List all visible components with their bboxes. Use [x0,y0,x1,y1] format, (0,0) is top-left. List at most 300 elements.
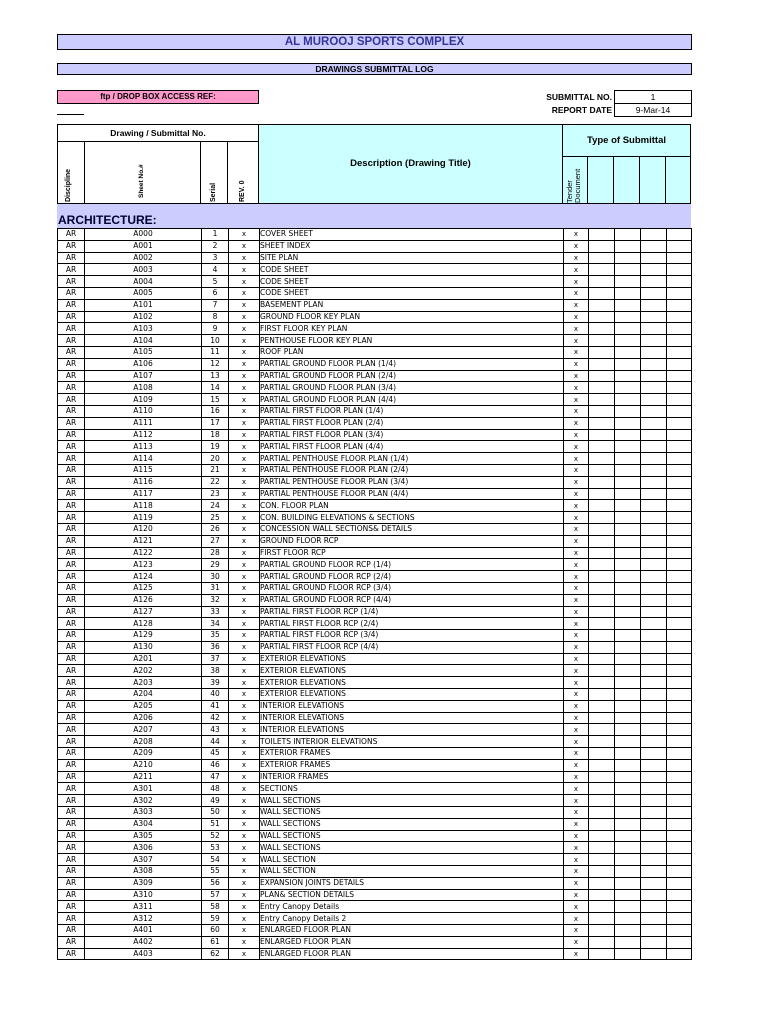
sheet-no-cell: A130 [85,641,202,653]
submittal-type-col-4-cell [641,523,667,535]
rev-mark-cell: x [229,299,260,311]
submittal-type-col-5-cell [667,830,692,842]
table-row[interactable] [58,441,692,453]
table-row[interactable] [58,287,692,299]
rev-mark-cell: x [229,264,260,276]
report-date-label: REPORT DATE [551,105,612,115]
discipline-cell: AR [58,736,85,748]
rev-mark-cell: x [229,936,260,948]
serial-header [200,141,228,204]
discipline-cell: AR [58,795,85,807]
rev-mark-cell: x [229,689,260,701]
tender-document-mark-cell: x [564,748,589,760]
sheet-no-cell: A127 [85,606,202,618]
submittal-type-col-4-cell [641,630,667,642]
submittal-type-col-2-cell [589,311,615,323]
submittal-type-col-2-cell [589,582,615,594]
submittal-type-col-3-cell [615,571,641,583]
description-cell: EXPANSION JOINTS DETAILS [260,877,564,889]
rev-mark-cell: x [229,606,260,618]
sheet-no-cell: A109 [85,394,202,406]
table-row[interactable] [58,759,692,771]
submittal-type-col-4-cell [641,311,667,323]
discipline-cell: AR [58,936,85,948]
submittal-no-value[interactable]: 1 [614,90,692,104]
submittal-type-col-5-cell [667,500,692,512]
table-row[interactable] [58,464,692,476]
description-cell: PARTIAL PENTHOUSE FLOOR PLAN (3/4) [260,476,564,488]
table-row[interactable] [58,229,692,241]
submittal-type-col-5-cell [667,653,692,665]
table-row[interactable] [58,240,692,252]
discipline-header [57,141,85,204]
submittal-type-col-3-cell [615,630,641,642]
submittal-type-col-4-cell [641,606,667,618]
table-row[interactable] [58,736,692,748]
serial-cell: 10 [202,335,229,347]
log-subtitle: DRAWINGS SUBMITTAL LOG [57,63,692,75]
submittal-type-col-2-cell [589,229,615,241]
submittal-type-col-4-cell [641,476,667,488]
table-row[interactable] [58,700,692,712]
table-row[interactable] [58,346,692,358]
submittal-type-col-2-cell [589,759,615,771]
rev-mark-cell: x [229,240,260,252]
rev-mark-cell: x [229,830,260,842]
submittal-type-col-4-cell [641,559,667,571]
submittal-type-col-5-cell [667,512,692,524]
submittal-type-col-2-cell [589,771,615,783]
submittal-type-col-2-cell [589,394,615,406]
submittal-type-col-3-cell [615,665,641,677]
table-row[interactable] [58,299,692,311]
sheet-no-cell: A000 [85,229,202,241]
discipline-cell: AR [58,488,85,500]
tender-document-mark-cell: x [564,689,589,701]
sheet-no-cell: A201 [85,653,202,665]
discipline-cell: AR [58,913,85,925]
submittal-type-col-5-cell [667,405,692,417]
tender-document-mark-cell: x [564,453,589,465]
rev-mark-cell: x [229,476,260,488]
serial-cell: 29 [202,559,229,571]
submittal-type-col-5-cell [667,287,692,299]
submittal-type-col-3-cell [615,476,641,488]
table-row[interactable] [58,795,692,807]
rev-mark-cell: x [229,488,260,500]
tender-document-mark-cell: x [564,335,589,347]
submittal-type-col-2-cell [589,665,615,677]
serial-cell: 34 [202,618,229,630]
submittal-type-col-5-cell [667,240,692,252]
sheet-no-cell: A202 [85,665,202,677]
table-row[interactable] [58,394,692,406]
tender-document-mark-cell: x [564,311,589,323]
description-cell: PARTIAL PENTHOUSE FLOOR PLAN (4/4) [260,488,564,500]
sheet-no-cell: A105 [85,346,202,358]
tender-document-mark-cell: x [564,464,589,476]
rev-mark-cell: x [229,854,260,866]
serial-cell: 15 [202,394,229,406]
submittal-type-col-2-cell [589,594,615,606]
table-row[interactable] [58,370,692,382]
table-row[interactable] [58,488,692,500]
table-row[interactable] [58,382,692,394]
table-row[interactable] [58,618,692,630]
submittal-type-col-3-cell [615,240,641,252]
rev-mark-cell: x [229,346,260,358]
submittal-type-col-4-cell [641,335,667,347]
description-cell: PARTIAL FIRST FLOOR PLAN (1/4) [260,405,564,417]
serial-cell: 7 [202,299,229,311]
table-row[interactable] [58,582,692,594]
discipline-cell: AR [58,441,85,453]
submittal-type-col-5-cell [667,429,692,441]
discipline-cell: AR [58,335,85,347]
rev-mark-cell: x [229,807,260,819]
discipline-cell: AR [58,240,85,252]
discipline-cell: AR [58,877,85,889]
submittal-type-col-5-cell [667,700,692,712]
submittal-type-col-3-cell [615,724,641,736]
submittal-type-col-4-cell [641,582,667,594]
rev-mark-cell: x [229,559,260,571]
submittal-type-col-3-cell [615,535,641,547]
tender-document-mark-cell: x [564,618,589,630]
sheet-no-cell: A004 [85,276,202,288]
table-row[interactable] [58,936,692,948]
type-of-submittal-header [562,124,691,157]
tender-document-mark-cell: x [564,830,589,842]
discipline-cell: AR [58,535,85,547]
sheet-no-cell: A113 [85,441,202,453]
discipline-cell: AR [58,948,85,960]
submittal-type-col-4-cell [641,842,667,854]
discipline-cell: AR [58,901,85,913]
serial-cell: 48 [202,783,229,795]
description-cell: INTERIOR ELEVATIONS [260,724,564,736]
rev-mark-cell: x [229,842,260,854]
table-row[interactable] [58,535,692,547]
sheet-no-cell: A101 [85,299,202,311]
discipline-cell: AR [58,559,85,571]
serial-cell: 25 [202,512,229,524]
sheet-no-cell: A308 [85,866,202,878]
table-row[interactable] [58,547,692,559]
description-cell: PARTIAL FIRST FLOOR RCP (1/4) [260,606,564,618]
rev-mark-cell: x [229,547,260,559]
submittal-type-col-5-cell [667,594,692,606]
submittal-type-col-5-cell [667,748,692,760]
submittal-type-col-3-cell [615,913,641,925]
table-row[interactable] [58,807,692,819]
submittal-type-col-4-cell [641,724,667,736]
submittal-type-col-5-cell [667,854,692,866]
sheet-no-cell: A123 [85,559,202,571]
table-row[interactable] [58,854,692,866]
submittal-type-col-3-cell [615,252,641,264]
serial-cell: 3 [202,252,229,264]
table-row[interactable] [58,417,692,429]
serial-cell: 52 [202,830,229,842]
discipline-cell: AR [58,830,85,842]
submittal-type-col-4-cell [641,901,667,913]
table-row[interactable] [58,818,692,830]
discipline-cell: AR [58,889,85,901]
sheet-no-cell: A003 [85,264,202,276]
sheet-no-cell: A103 [85,323,202,335]
serial-cell: 42 [202,712,229,724]
rev-mark-cell: x [229,877,260,889]
submittal-type-col-4-cell [641,370,667,382]
description-cell: PARTIAL GROUND FLOOR RCP (4/4) [260,594,564,606]
sheet-no-cell: A112 [85,429,202,441]
discipline-cell: AR [58,854,85,866]
table-row[interactable] [58,842,692,854]
submittal-type-col-5-cell [667,677,692,689]
discipline-cell: AR [58,417,85,429]
serial-cell: 32 [202,594,229,606]
sheet-no-header [84,141,201,204]
table-row[interactable] [58,559,692,571]
sheet-no-cell: A309 [85,877,202,889]
submittal-type-col-5-cell [667,358,692,370]
submittal-type-col-4-cell [641,818,667,830]
tender-document-mark-cell: x [564,571,589,583]
table-row[interactable] [58,252,692,264]
description-cell: FIRST FLOOR KEY PLAN [260,323,564,335]
table-row[interactable] [58,830,692,842]
submittal-type-col-5-cell [667,346,692,358]
serial-cell: 26 [202,523,229,535]
table-row[interactable] [58,948,692,960]
submittal-type-col-3-cell [615,335,641,347]
submittal-type-col-4-cell [641,287,667,299]
table-row[interactable] [58,500,692,512]
submittal-type-col-5-cell [667,547,692,559]
sheet-no-cell: A001 [85,240,202,252]
serial-cell: 20 [202,453,229,465]
table-row[interactable] [58,712,692,724]
table-row[interactable] [58,771,692,783]
table-row[interactable] [58,405,692,417]
discipline-cell: AR [58,429,85,441]
rev-mark-cell: x [229,252,260,264]
submittal-type-col-5-cell [667,866,692,878]
table-row[interactable] [58,724,692,736]
submittal-type-col-2-cell [589,252,615,264]
sheet-no-cell: A126 [85,594,202,606]
table-row[interactable] [58,913,692,925]
submittal-type-col-3-cell [615,653,641,665]
tender-document-mark-cell: x [564,370,589,382]
submittal-type-col-4-cell [641,913,667,925]
discipline-cell: AR [58,866,85,878]
table-row[interactable] [58,571,692,583]
description-cell: WALL SECTIONS [260,807,564,819]
tender-document-mark-cell: x [564,866,589,878]
tender-document-mark-cell: x [564,346,589,358]
description-cell: PARTIAL FIRST FLOOR RCP (3/4) [260,630,564,642]
description-cell: PARTIAL FIRST FLOOR PLAN (4/4) [260,441,564,453]
description-cell: ENLARGED FLOOR PLAN [260,925,564,937]
table-row[interactable] [58,866,692,878]
rev-mark-cell: x [229,712,260,724]
submittal-type-col-5-cell [667,523,692,535]
serial-cell: 57 [202,889,229,901]
sheet-no-cell: A307 [85,854,202,866]
submittal-type-col-5-cell [667,394,692,406]
rev-mark-cell: x [229,500,260,512]
tender-document-mark-cell: x [564,736,589,748]
discipline-cell: AR [58,594,85,606]
tender-document-mark-cell: x [564,854,589,866]
submittal-type-col-4-cell [641,759,667,771]
submittal-type-col-2-cell [589,547,615,559]
tender-document-mark-cell: x [564,358,589,370]
table-row[interactable] [58,901,692,913]
submittal-type-col-4-cell [641,547,667,559]
tender-document-mark-cell: x [564,547,589,559]
submittal-type-col-2-cell [589,842,615,854]
table-row[interactable] [58,783,692,795]
table-row[interactable] [58,630,692,642]
submittal-type-col-5-cell [667,464,692,476]
submittal-type-col-2-cell [589,641,615,653]
tender-document-mark-cell: x [564,488,589,500]
table-row[interactable] [58,276,692,288]
submittal-type-col-4-cell [641,240,667,252]
discipline-cell: AR [58,229,85,241]
submittal-type-col-3-cell [615,771,641,783]
submittal-type-col-2-cell [589,523,615,535]
serial-cell: 44 [202,736,229,748]
submittal-type-col-3-cell [615,417,641,429]
table-row[interactable] [58,889,692,901]
rev-mark-cell: x [229,618,260,630]
submittal-type-col-4-cell [641,488,667,500]
submittal-type-col-2-cell [589,689,615,701]
ftp-access-ref-label: ftp / DROP BOX ACCESS REF: [57,90,259,104]
submittal-type-col-4-cell [641,736,667,748]
submittal-type-col-4-cell [641,936,667,948]
table-row[interactable] [58,877,692,889]
discipline-cell: AR [58,818,85,830]
description-cell: CODE SHEET [260,264,564,276]
submittal-type-col-3-cell [615,394,641,406]
table-row[interactable] [58,925,692,937]
sheet-no-cell: A125 [85,582,202,594]
serial-cell: 58 [202,901,229,913]
table-row[interactable] [58,677,692,689]
table-row[interactable] [58,689,692,701]
table-row[interactable] [58,512,692,524]
tender-document-mark-cell: x [564,229,589,241]
submittal-type-col-2-cell [589,925,615,937]
tender-document-mark-cell: x [564,807,589,819]
serial-cell: 38 [202,665,229,677]
tender-document-mark-cell: x [564,795,589,807]
serial-cell: 59 [202,913,229,925]
tender-document-mark-cell: x [564,594,589,606]
submittal-type-col-5-cell [667,759,692,771]
submittal-type-col-3-cell [615,311,641,323]
serial-cell: 14 [202,382,229,394]
table-row[interactable] [58,358,692,370]
rev-mark-cell: x [229,641,260,653]
sheet-no-cell: A118 [85,500,202,512]
tender-document-mark-cell: x [564,535,589,547]
discipline-cell: AR [58,771,85,783]
description-cell: WALL SECTION [260,866,564,878]
tender-document-mark-cell: x [564,948,589,960]
submittal-type-col-3-cell [615,854,641,866]
table-row[interactable] [58,335,692,347]
sheet-no-cell: A128 [85,618,202,630]
table-row[interactable] [58,323,692,335]
table-row[interactable] [58,429,692,441]
sheet-no-cell: A115 [85,464,202,476]
rev-mark-cell: x [229,311,260,323]
table-row[interactable] [58,641,692,653]
submittal-type-col-4-cell [641,441,667,453]
submittal-type-col-5-cell [667,877,692,889]
table-row[interactable] [58,653,692,665]
sheet-no-cell: A208 [85,736,202,748]
submittal-type-col-5-cell [667,535,692,547]
description-cell: PARTIAL GROUND FLOOR PLAN (4/4) [260,394,564,406]
rev-mark-cell: x [229,582,260,594]
submittal-type-col-4-cell [641,925,667,937]
table-row[interactable] [58,594,692,606]
submittal-type-col-3-cell [615,464,641,476]
serial-cell: 30 [202,571,229,583]
sheet-no-label: Sheet No.# [138,164,145,198]
description-cell: CON. BUILDING ELEVATIONS & SECTIONS [260,512,564,524]
submittal-type-col-4-cell [641,429,667,441]
tender-document-mark-cell: x [564,936,589,948]
description-cell: GROUND FLOOR KEY PLAN [260,311,564,323]
table-row[interactable] [58,476,692,488]
description-cell: SHEET INDEX [260,240,564,252]
ftp-access-ref-value[interactable] [57,114,84,115]
table-row[interactable] [58,523,692,535]
table-row[interactable] [58,748,692,760]
table-row[interactable] [58,453,692,465]
submittal-type-col-2-cell [589,276,615,288]
description-cell: FIRST FLOOR RCP [260,547,564,559]
description-cell: EXTERIOR ELEVATIONS [260,665,564,677]
rev-mark-cell: x [229,948,260,960]
tender-document-mark-cell: x [564,559,589,571]
tender-document-mark-cell: x [564,429,589,441]
table-row[interactable] [58,665,692,677]
description-cell: EXTERIOR FRAMES [260,748,564,760]
tender-document-mark-cell: x [564,925,589,937]
submittal-type-col-5-cell [667,476,692,488]
table-row[interactable] [58,264,692,276]
report-date-value[interactable]: 9-Mar-14 [614,103,692,117]
sheet-no-cell: A205 [85,700,202,712]
description-cell: PARTIAL GROUND FLOOR RCP (2/4) [260,571,564,583]
table-row[interactable] [58,606,692,618]
rev-mark-cell: x [229,748,260,760]
description-cell: COVER SHEET [260,229,564,241]
description-cell: SITE PLAN [260,252,564,264]
rev-mark-cell: x [229,653,260,665]
table-row[interactable] [58,311,692,323]
submittal-type-col-4-cell [641,712,667,724]
